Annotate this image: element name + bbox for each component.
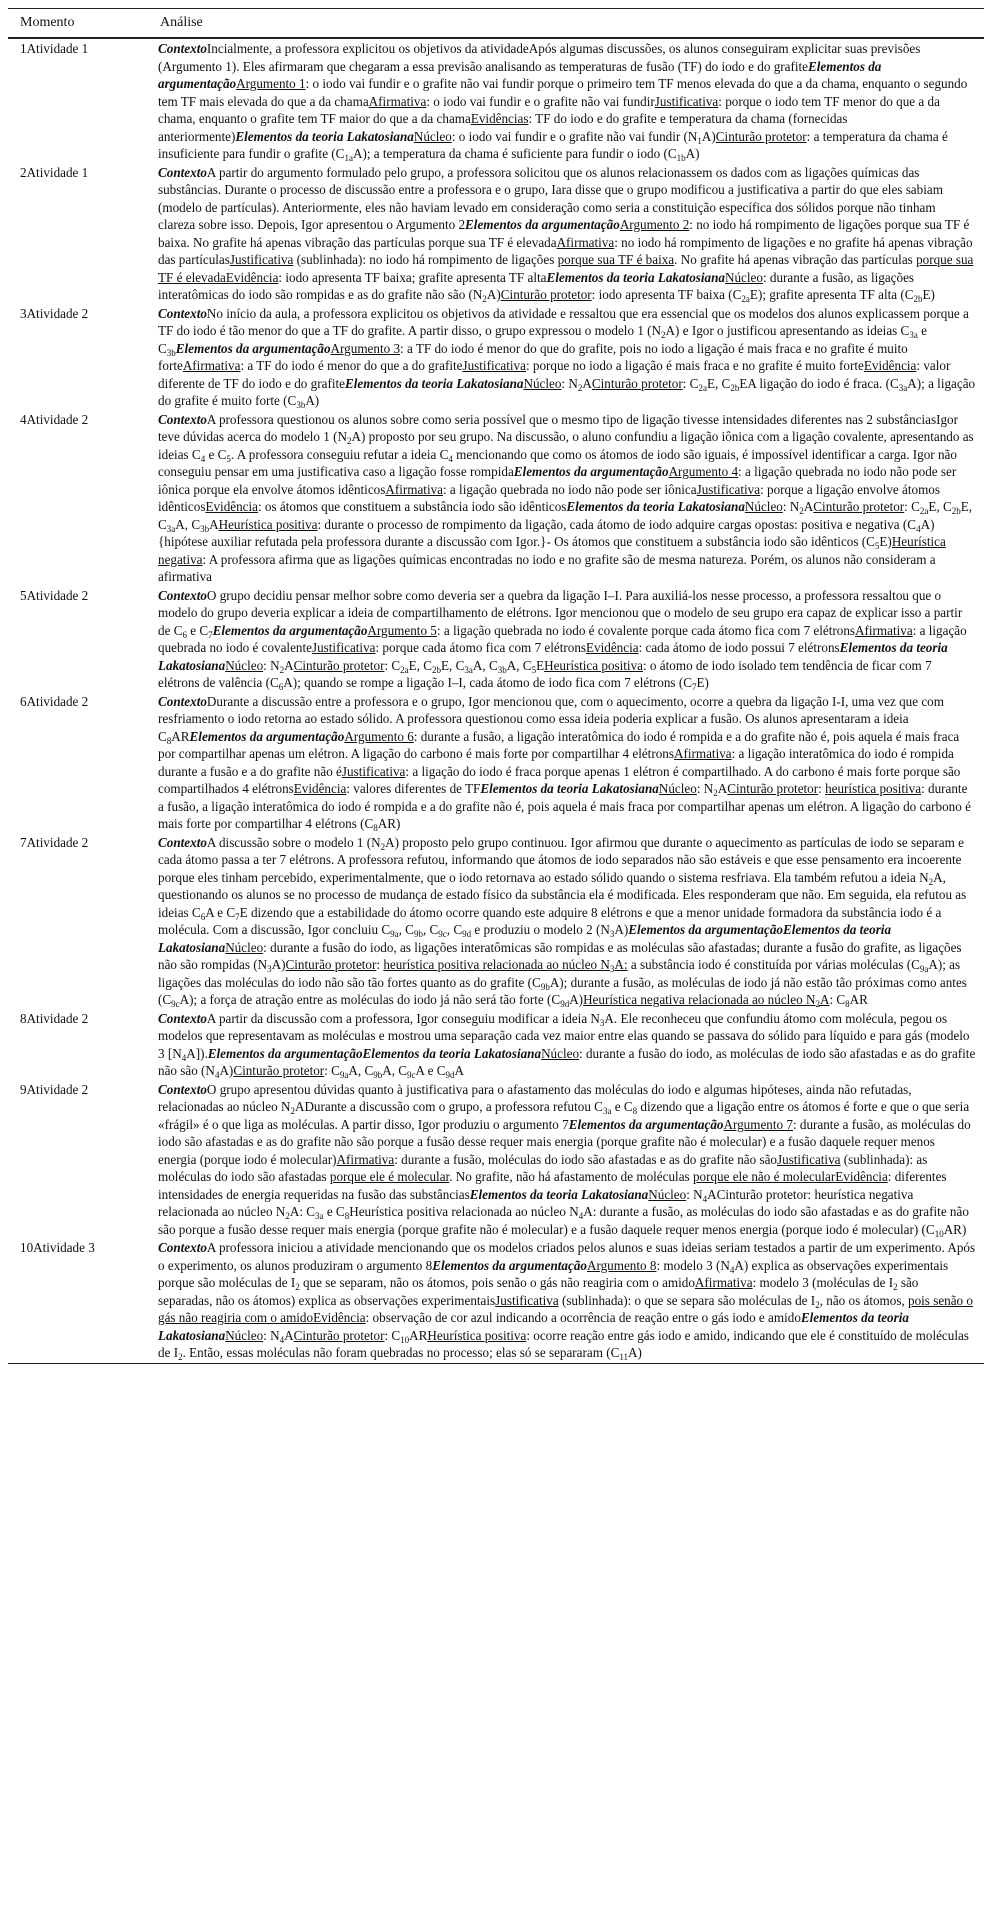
analysis-table bbox=[8, 8, 984, 1364]
table-row bbox=[8, 304, 984, 410]
table-header bbox=[8, 9, 984, 39]
table-body bbox=[8, 38, 984, 1363]
table-row bbox=[8, 833, 984, 1009]
analise-cell: ContextoO grupo apresentou dúvidas quanto à justificativa para o afastamento das moléculas do iodo e algumas hipóteses, ainda não refutadas, relacionadas ao núcleo $N_2ADurante$ a discussão com o grupo, a professora refutou $C_{3a}$ e $C_8$ dizendo que a ligação entre os átomos é forte e que o que seria «frágil» é o que liga as moléculas. A partir disso, Igor produziu o argumento 7Elementos da argumentaçãoArgumento 7: durante a fusão, as moléculas do iodo são afastadas e as do grafite não são porque a fusão desse requer mais energia (porque grafite não é molecular) e a fusão daquele requer menos energia (porque iodo é molecular)Afirmativa: durante a fusão, moléculas do iodo são afastadas e as do grafite não sãoJustificativa (sublinhada): as moléculas do iodo são afastadas porque ele é molecular. No grafite, não há afastamento de moléculas porque ele não é molecularEvidência: diferentes intensidades de energia requeridas na fusão das substânciasElementos da teoria LakatosianaNúcleo: $N_4ACinturão$ protetor: heurística negativa relacionada ao núcleo $N_2A$: $C_{3a}$ e $C_8Heurística$ positiva relacionada ao núcleo $N_4A$: durante a fusão, as moléculas do iodo são afastadas e as do grafite não são porque a fusão desse requer mais energia (porque grafite não é molecular) e a fusão daquele requer menos energia (porque iodo é molecular) $(C_{10}AR)$ bbox=[158, 1081, 971, 1239]
momento-cell: 5Atividade 2 bbox=[20, 587, 89, 603]
table-row bbox=[8, 410, 984, 586]
table-row bbox=[8, 1080, 984, 1239]
table-row bbox=[8, 38, 984, 163]
analise-cell: ContextoA professora questionou os alunos sobre como seria possível que o mesmo tipo de ligação tivesse intensidades diferentes nas 2 substânciasIgor teve dúvidas acerca do modelo 1 $(N_2A)$ proposto por seu grupo. Na discussão, o aluno confundiu a ligação iônica com a ligação covalente, apresentando as ideias $C_4$ e $C_5$. A professora conseguiu refutar a ideia $C_4$ mencionando que como os átomos de iodo são iguais, é impossível identificar a carga. Igor não conseguiu pensar em uma justificativa caso a ligação fosse rompidaElementos da argumentaçãoArgumento 4: a ligação quebrada no iodo não pode ser iônica porque ela envolve átomos idênticosAfirmativa: a ligação quebrada no iodo não pode ser iônicaJustificativa: porque a ligação envolve átomos idênticosEvidência: os átomos que constituem a substância iodo são idênticosElementos da teoria LakatosianaNúcleo: $N_2ACinturão$ protetor: $C_{2a}E$, $C_{2b}E$, $C_{3a}A$, $C_{3b}AHeurística$ positiva: durante o processo de rompimento da ligação, cada átomo de iodo adquire cargas opostas: positiva e negativa $(C_4A)$ {hipótese auxiliar refutada pela professora durante a discussão com Igor.}- Os átomos que constituem a substância iodo são idênticos $(C_5E)Heurística$ negativa: A professora afirma que as ligações químicas encontradas no iodo e no grafite são de mesma natureza. Porém, os alunos não consideram a afirmativa bbox=[158, 411, 974, 584]
momento-cell: 10Atividade 3 bbox=[8, 1238, 148, 1363]
analise-cell: ContextoA partir do argumento formulado pelo grupo, a professora solicitou que os alunos relacionassem os dados com as ligações químicas das substâncias. Durante o processo de discussão entre a professora e o grupo, Iara disse que o grupo modificou a justificativa a partir do que eles sabiam (modelo de partículas). Anteriormente, eles não haviam levado em consideração como seria a constituição específica dos sólidos porque não tinham clareza sobre isso. Depois, Igor apresentou o Argumento 2Elementos da argumentaçãoArgumento 2: no iodo há rompimento de ligações porque sua TF é baixa. No grafite há apenas vibração das partículas porque sua TF é elevadaAfirmativa: no iodo há rompimento de ligações e no grafite há apenas vibração das partículasJustificativa (sublinhada): no iodo há rompimento de ligações porque sua TF é baixa. No grafite há apenas vibração das partículas porque sua TF é elevadaEvidência: iodo apresenta TF baixa; grafite apresenta TF altaElementos da teoria LakatosianaNúcleo: durante a fusão, as ligações interatômicas do iodo são rompidas e as do grafite não são $(N_2A)Cinturão$ protetor: iodo apresenta TF baixa $(C_{2a}E)$; grafite apresenta TF alta $(C_{2b}E)$ bbox=[158, 164, 974, 304]
header-analise: Análise bbox=[148, 9, 984, 39]
analise-cell: ContextoIncialmente, a professora explicitou os objetivos da atividadeApós algumas discussões, os alunos conseguiram explicitar suas previsões (Argumento 1). Eles afirmaram que chegaram a essa previsão analisando as temperaturas de fusão (TF) do iodo e do grafiteElementos da argumentaçãoArgumento 1: o iodo vai fundir e o grafite não vai fundir porque o primeiro tem TF menos elevada do que a da chama, enquanto o segundo tem TF mais elevada do que a da chamaAfirmativa: o iodo vai fundir e o grafite não vai fundirJustificativa: porque o iodo tem TF menor do que a da chama, enquanto o grafite tem TF maior do que a da chamaEvidências: TF do iodo e do grafite e temperatura da chama (fornecidas anteriormente)Elementos da teoria LakatosianaNúcleo: o iodo vai fundir e o grafite não vai fundir $(N_1A)Cinturão$ protetor: a temperatura da chama é insuficiente para fundir o grafite $(C_{1a}A)$; a temperatura da chama é suficiente para fundir o iodo $(C_{1b}A)$ bbox=[158, 41, 968, 163]
document-page bbox=[8, 0, 984, 1364]
momento-cell: 6Atividade 2 bbox=[20, 693, 89, 709]
momento-cell: 3Atividade 2 bbox=[20, 305, 89, 321]
momento-cell: 1Atividade 1 bbox=[20, 41, 89, 56]
table-row bbox=[8, 1238, 984, 1363]
momento-cell: 2Atividade 1 bbox=[20, 164, 89, 180]
table-row bbox=[8, 163, 984, 304]
momento-cell: 4Atividade 2 bbox=[20, 411, 89, 427]
header-row bbox=[8, 9, 984, 39]
analise-cell: ContextoO grupo decidiu pensar melhor sobre como deveria ser a quebra da ligação I–I. Para auxiliá-los nesse processo, a professora ressaltou que o modelo do grupo deveria explicar a ideia de compartilhamento de elétrons. Igor mencionou que o modelo de seu grupo era capaz de explicar isso a partir de $C_6$ e $C_7Elementos$ da argumentaçãoArgumento 5: a ligação quebrada no iodo é covalente porque cada átomo fica com 7 elétronsAfirmativa: a ligação quebrada no iodo é covalenteJustificativa: porque cada átomo fica com 7 elétronsEvidência: cada átomo de iodo possui 7 elétronsElementos da teoria LakatosianaNúcleo: $N_2ACinturão$ protetor: $C_{2a}E$, $C_{2b}E$, $C_{3a}A$, $C_{3b}A$, $C_5EHeurística$ positiva: o átomo de iodo isolado tem tendência de ficar com 7 elétrons de valência $(C_6A)$; quando se rompe a ligação I–I, cada átomo de iodo fica com 7 elétrons $(C_7E)$ bbox=[158, 587, 967, 692]
analise-cell: ContextoA partir da discussão com a professora, Igor conseguiu modificar a ideia $N_3A$. Ele reconheceu que confundiu átomo com molécula, pegou os modelos que representavam as moléculas e mostrou uma separação cada vez maior entre elas quando se passava do sólido para líquido e para gás (modelo 3 $[N_4A]).Elementos$ da argumentaçãoElementos da teoria LakatosianaNúcleo: durante a fusão do iodo, as moléculas de iodo são afastadas e as do grafite não são $(N_4A)Cinturão$ protetor: $C_{9a}A$, $C_{9b}A$, $C_{9c}A$ e $C_{9d}A$ bbox=[158, 1010, 976, 1080]
analise-cell: ContextoNo início da aula, a professora explicitou os objetivos da atividade e ressaltou que era essencial que os modelos dos alunos explicassem porque a TF do iodo é tão menor do que a TF do grafite. A partir disso, o grupo expressou o modelo 1 $(N_2A)$ e Igor o justificou apresentando as ideias $C_{3a}$ e $C_{3b}Elementos$ da argumentaçãoArgumento 3: a TF do iodo é menor do que do grafite, pois no iodo a ligação é mais fraca e no grafite é muito forteAfirmativa: a TF do iodo é menor do que a do grafiteJustificativa: porque no iodo a ligação é mais fraca e no grafite é muito forteEvidência: valor diferente de TF do iodo e do grafiteElementos da teoria LakatosianaNúcleo: $N_2ACinturão$ protetor: $C_{2a}E$, $C_{2b}EA$ ligação do iodo é fraca. $(C_{3a}A)$; a ligação do grafite é muito forte $(C_{3b}A)$ bbox=[158, 305, 976, 410]
table-row bbox=[8, 692, 984, 833]
header-momento: Momento bbox=[8, 9, 148, 39]
table-row bbox=[8, 586, 984, 692]
analise-cell: ContextoDurante a discussão entre a professora e o grupo, Igor mencionou que, com o aquecimento, ocorre a quebra da ligação I-I, uma vez que com resfriamento o iodo retorna ao estado sólido. A professora questionou como essa ideia poderia explicar a fusão. Os alunos apresentaram a ideia $C_8ARElementos$ da argumentaçãoArgumento 6: durante a fusão, a ligação interatômica do iodo é rompida e a do grafite não é, pois aquela é mais fraca por compartilhar apenas um elétron. A ligação do carbono é mais forte por compartilhar 4 elétronsAfirmativa: a ligação interatômica do iodo é rompida durante a fusão e a do grafite não éJustificativa: a ligação do iodo é fraca porque apenas 1 elétron é compartilhado. A do carbono é mais forte porque são compartilhados 4 elétronsEvidência: valores diferentes de TFElementos da teoria LakatosianaNúcleo: $N_2ACinturão$ protetor: heurística positiva: durante a fusão, a ligação interatômica do iodo é rompida e a do grafite não é, pois aquela é mais fraca por compartilhar apenas um elétron. A ligação do carbono é mais forte por compartilhar 4 elétrons $(C_8AR)$ bbox=[158, 693, 971, 833]
table-row bbox=[8, 1009, 984, 1080]
momento-cell: 8Atividade 2 bbox=[20, 1010, 89, 1026]
momento-cell: 7Atividade 2 bbox=[20, 834, 89, 850]
momento-cell: 9Atividade 2 bbox=[20, 1081, 89, 1097]
analise-cell: ContextoA professora iniciou a atividade mencionando que os modelos criados pelos alunos e suas ideias seriam testados a partir de um experimento. Após o experimento, os alunos produziram o argumento 8Elementos da argumentaçãoArgumento 8: modelo 3 $(N_4A)$ explica as observações experimentais porque são moléculas de $I_2$ que se separam, não os átomos, pois senão o gás não reagiria com o amidoAfirmativa: modelo 3 (moléculas de $I_2$ são separadas, não os átomos) explica as observações experimentaisJustificativa (sublinhada): o que se separa são moléculas de $I_2$, não os átomos, pois senão o gás não reagiria com o amidoEvidência: observação de cor azul indicando a ocorrência de reação entre o gás iodo e amidoElementos da teoria LakatosianaNúcleo: $N_4ACinturão$ protetor: $C_{10}ARHeurística$ positiva: ocorre reação entre gás iodo e amido, indicando que ele é constituído de moléculas de $I_2$. Então, essas moléculas não foram quebradas no processo; elas só se separaram $(C_{11}A)$ bbox=[148, 1238, 984, 1363]
analise-cell: ContextoA discussão sobre o modelo 1 $(N_2A)$ proposto pelo grupo continuou. Igor afirmou que durante o aquecimento as partículas de iodo se separam e cada átomo passa a ter 7 elétrons. A professora refutou, informando que átomos de iodo separados não são estáveis e que esse pensamento era incoerente porque eles tinham percebido, experimentalmente, que o iodo retornava ao estado sólido quando o sistema resfriava. Ela também refutou a ideia $N_2A$, questionando os alunos se no processo de mudança de estado físico da substância ela é modificada. Eles responderam que não. Em seguida, ela refutou as ideias $C_6A$ e $C_7E$ dizendo que a estabilidade do átomo ocorre quando este adquire 8 elétrons e que a menor unidade formadora da substância iodo é a molécula. Com a discussão, Igor concluiu $C_{9a}$, $C_{9b}$, $C_{9c}$, $C_{9d}$ e produziu o modelo 2 $(N_3A)Elementos$ da argumentaçãoElementos da teoria LakatosianaNúcleo: durante a fusão do iodo, as ligações interatômicas são rompidas e as moléculas são afastadas; durante a fusão do grafite, as ligações não são rompidas $(N_3A)Cinturão$ protetor: heurística positiva relacionada ao núcleo $N_3A$: a substância iodo é constituída por várias moléculas $(C_{9a}A)$; as ligações das moléculas do iodo não são tão fortes quanto as do grafite $(C_{9b}A)$; durante a fusão, as moléculas de iodo já não estão tão próximas como antes $(C_{9c}A)$; a força de atração entre as moléculas do iodo já não será tão forte $(C_{9d}A)Heurística$ negativa relacionada ao núcleo $N_2A$: $C_8AR$ bbox=[158, 834, 967, 1009]
